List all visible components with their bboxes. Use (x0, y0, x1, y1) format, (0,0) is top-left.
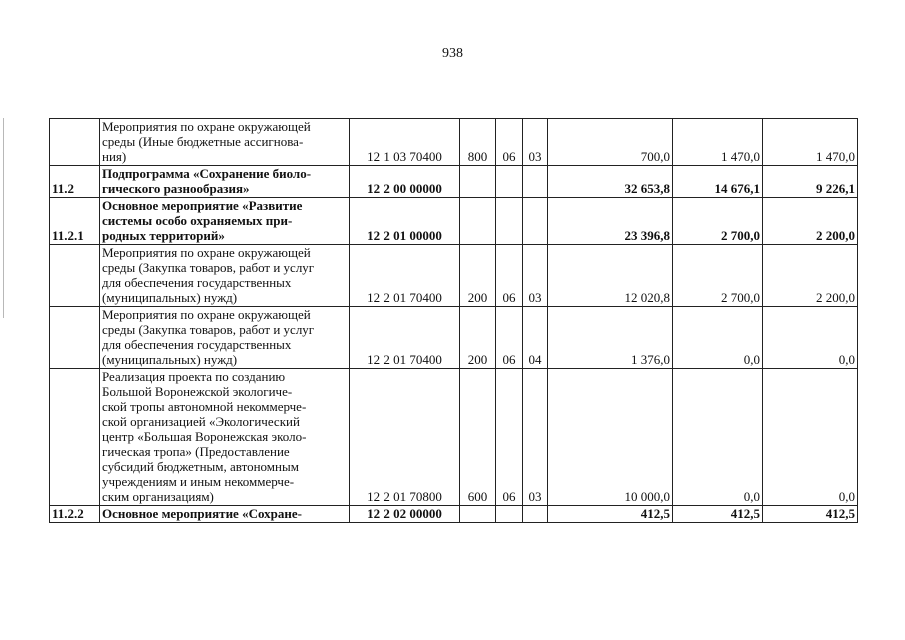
item-number-cell (50, 245, 100, 307)
amount-year3-cell: 9 226,1 (763, 166, 858, 198)
description-cell (100, 166, 350, 198)
expense-type-cell (460, 506, 496, 523)
description-line: среды (Иные бюджетные ассигнова- (102, 134, 304, 149)
table-row (50, 369, 858, 506)
item-number-cell (50, 307, 100, 369)
subsection-cell: 03 (523, 369, 548, 506)
target-code-cell: 12 2 01 70800 (350, 369, 460, 506)
target-code-cell: 12 2 01 70400 (350, 307, 460, 369)
table-row (50, 166, 858, 198)
expense-type-cell (460, 166, 496, 198)
description-line: субсидий бюджетным, автономным (102, 459, 299, 474)
target-code-cell: 12 2 01 70400 (350, 245, 460, 307)
page-number: 938 (442, 46, 463, 61)
table-row (50, 307, 858, 369)
amount-year3-cell: 2 200,0 (763, 245, 858, 307)
amount-year3-cell: 0,0 (763, 307, 858, 369)
description-cell (100, 119, 350, 166)
target-code-cell: 12 2 01 00000 (350, 198, 460, 245)
description-line: для обеспечения государственных (102, 337, 292, 352)
table-row (50, 198, 858, 245)
item-number-cell: 11.2.2 (50, 506, 100, 523)
amount-year2-cell: 412,5 (673, 506, 763, 523)
table-row (50, 119, 858, 166)
amount-year1-cell: 1 376,0 (548, 307, 673, 369)
expense-type-cell: 800 (460, 119, 496, 166)
section-cell (496, 506, 523, 523)
description-line: ской организацией «Экологический (102, 414, 300, 429)
description-line: гическая тропа» (Предоставление (102, 444, 290, 459)
table-row (50, 506, 858, 523)
description-line: Мероприятия по охране окружающей (102, 245, 311, 260)
item-number-cell (50, 119, 100, 166)
description-line: родных территорий» (102, 228, 225, 243)
expense-type-cell (460, 198, 496, 245)
amount-year3-cell: 412,5 (763, 506, 858, 523)
amount-year3-cell: 1 470,0 (763, 119, 858, 166)
description-line: Подпрограмма «Сохранение биоло- (102, 166, 312, 181)
description-cell (100, 369, 350, 506)
description-line: Основное мероприятие «Сохране- (102, 506, 302, 521)
section-cell: 06 (496, 369, 523, 506)
target-code-cell: 12 2 02 00000 (350, 506, 460, 523)
subsection-cell (523, 506, 548, 523)
amount-year1-cell: 700,0 (548, 119, 673, 166)
section-cell: 06 (496, 119, 523, 166)
item-number-cell: 11.2 (50, 166, 100, 198)
description-line: ния) (102, 149, 127, 164)
expense-type-cell: 200 (460, 307, 496, 369)
description-line: среды (Закупка товаров, работ и услуг (102, 322, 315, 337)
description-line: Основное мероприятие «Развитие (102, 198, 303, 213)
section-cell (496, 166, 523, 198)
description-line: Большой Воронежской экологиче- (102, 384, 293, 399)
amount-year2-cell: 0,0 (673, 307, 763, 369)
amount-year2-cell: 14 676,1 (673, 166, 763, 198)
item-number-cell: 11.2.1 (50, 198, 100, 245)
amount-year1-cell: 32 653,8 (548, 166, 673, 198)
target-code-cell: 12 1 03 70400 (350, 119, 460, 166)
description-line: Мероприятия по охране окружающей (102, 307, 311, 322)
description-cell (100, 506, 350, 523)
description-cell (100, 307, 350, 369)
description-cell (100, 198, 350, 245)
description-line: (муниципальных) нужд) (102, 352, 238, 367)
expense-type-cell: 600 (460, 369, 496, 506)
section-cell (496, 198, 523, 245)
item-number-cell (50, 369, 100, 506)
amount-year1-cell: 10 000,0 (548, 369, 673, 506)
description-line: для обеспечения государственных (102, 275, 292, 290)
subsection-cell: 03 (523, 245, 548, 307)
description-line: ской тропы автономной некоммерче- (102, 399, 307, 414)
description-line: гического разнообразия» (102, 181, 250, 196)
description-line: среды (Закупка товаров, работ и услуг (102, 260, 315, 275)
description-line: системы особо охраняемых при- (102, 213, 293, 228)
amount-year1-cell: 412,5 (548, 506, 673, 523)
amount-year2-cell: 0,0 (673, 369, 763, 506)
expense-type-cell: 200 (460, 245, 496, 307)
amount-year2-cell: 1 470,0 (673, 119, 763, 166)
description-line: ским организациям) (102, 489, 214, 504)
description-line: Мероприятия по охране окружающей (102, 119, 311, 134)
amount-year2-cell: 2 700,0 (673, 245, 763, 307)
table-row (50, 245, 858, 307)
amount-year2-cell: 2 700,0 (673, 198, 763, 245)
budget-table (49, 118, 858, 523)
subsection-cell (523, 198, 548, 245)
description-line: учреждениям и иным некоммерче- (102, 474, 295, 489)
amount-year1-cell: 12 020,8 (548, 245, 673, 307)
scan-margin-line (3, 118, 4, 318)
description-line: центр «Большая Воронежская эколо- (102, 429, 307, 444)
target-code-cell: 12 2 00 00000 (350, 166, 460, 198)
section-cell: 06 (496, 307, 523, 369)
amount-year3-cell: 2 200,0 (763, 198, 858, 245)
subsection-cell: 03 (523, 119, 548, 166)
table-body (50, 119, 858, 523)
subsection-cell (523, 166, 548, 198)
section-cell: 06 (496, 245, 523, 307)
description-cell (100, 245, 350, 307)
description-line: (муниципальных) нужд) (102, 290, 238, 305)
amount-year1-cell: 23 396,8 (548, 198, 673, 245)
description-line: Реализация проекта по созданию (102, 369, 286, 384)
subsection-cell: 04 (523, 307, 548, 369)
amount-year3-cell: 0,0 (763, 369, 858, 506)
